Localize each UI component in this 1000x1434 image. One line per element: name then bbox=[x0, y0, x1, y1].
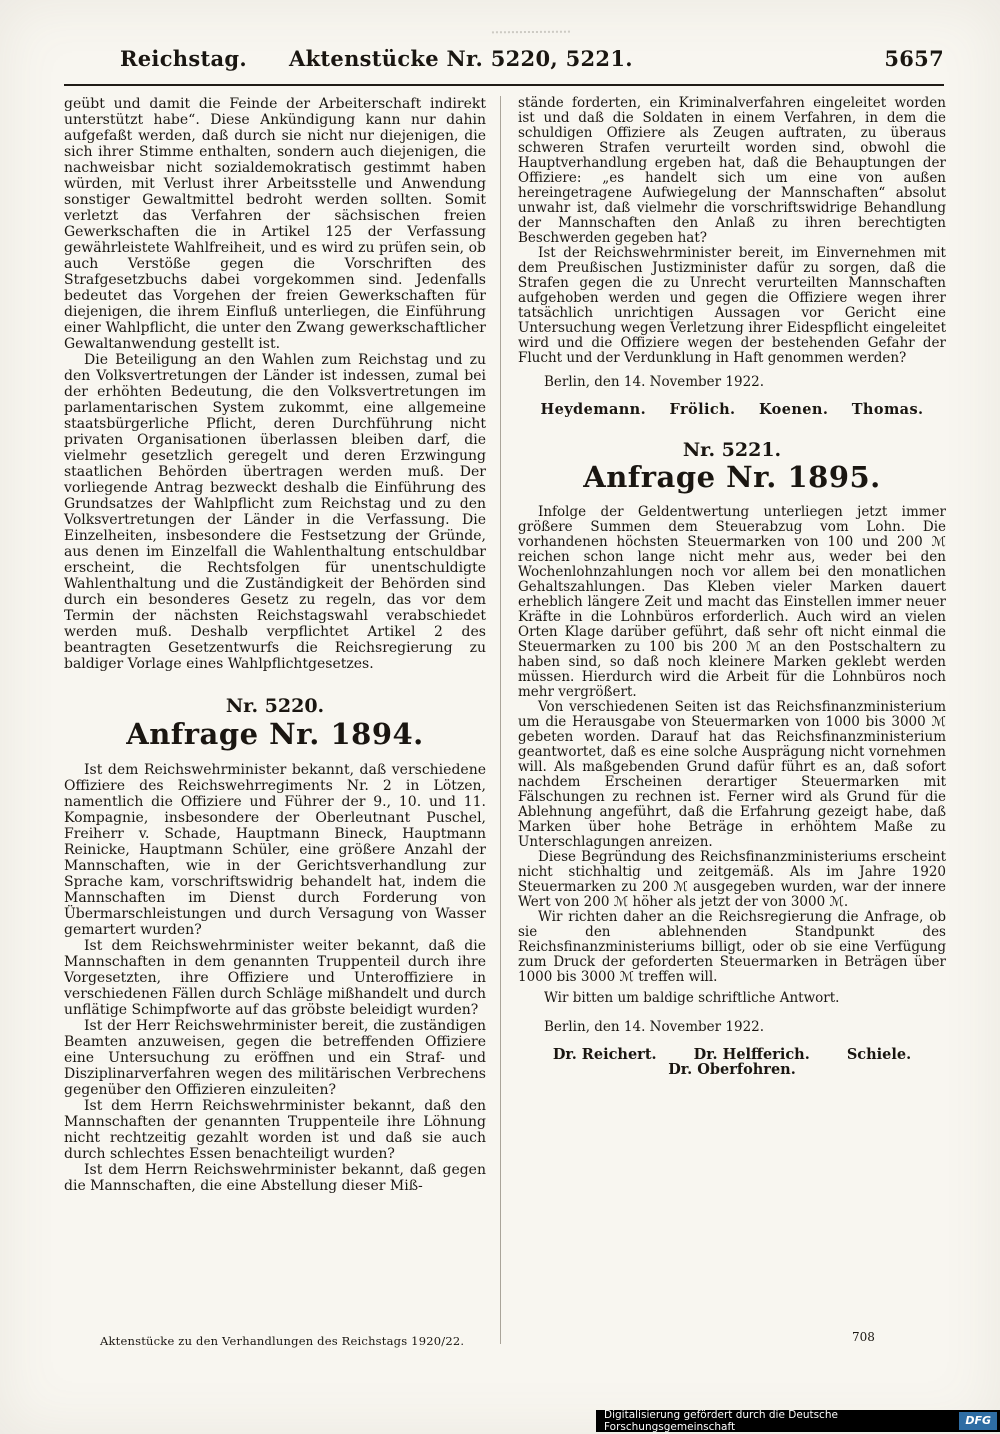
signature-name: Dr. Oberfohren. bbox=[668, 1060, 796, 1078]
paragraph: geübt und damit die Feinde der Arbeiterschaft indirekt unterstützt habe“. Diese Ankündigung kann nur dahin aufgefaßt werden, daß durch sie nicht nur diejenigen, die sich ihrer Stimme enthalten, sondern auch diejenigen, die nachweisbar nicht sozialdemokratisch gestimmt haben würden, mit Verlust ihrer Arbeitsstelle und Anwendung sonstiger Gewaltmittel bedroht werden sollten. Somit verletzt das Verfahren der sächsischen freien Gewerkschaften die in Artikel 125 der Verfassung gewährleistete Wahlfreiheit, und es wird zu prüfen sein, ob auch Verstöße gegen die Vorschriften des Strafgesetzbuchs dabei vorgekommen sind. Jedenfalls bedeutet das Vorgehen der freien Gewerkschaften für diejenigen, die ihrem Einfluß unterliegen, die Einführung einer Wahlpflicht, die unter den Zwang gewerkschaftlicher Gewaltanwendung gestellt ist. bbox=[64, 96, 486, 352]
paragraph: stände forderten, ein Kriminalverfahren eingeleitet worden ist und daß die Soldaten in einem Verfahren, in dem die schuldigen Offiziere als Zeugen auftraten, zu überaus schweren Strafen verurteilt worden sind, obwohl die Hauptverhandlung ergeben hat, daß die Behauptungen der Offiziere: „es handelt sich um eine von außen hereingetragene Aufwiegelung der Mannschaften“ absolut unwahr ist, daß vielmehr die vorschriftswidrige Behandlung der Mannschaften den Anlaß zu ihren berechtigten Beschwerden gegeben hat? bbox=[518, 95, 946, 246]
dateline: Berlin, den 14. November 1922. bbox=[544, 374, 765, 390]
left-column bbox=[64, 96, 486, 1194]
paragraph: Ist dem Reichswehrminister bekannt, daß verschiedene Offiziere des Reichswehrregiments Nr. 2 in Lötzen, namentlich die Offiziere und Führer der 9., 10. und 11. Kompagnie, insbesondere der Oberleutnant Puschel, Freiherr v. Schade, Hauptmann Bineck, Hauptmann Reinicke, Hauptmann Schüler, eine größere Anzahl der Mannschaften, wie in der Gerichtsverhandlung zur Sprache kam, vorschriftswidrig behandelt hat, indem die Mannschaften im Dienst durch Forderung von Übermarschleistungen und durch Versagung von Wasser gemartert wurden? bbox=[64, 762, 486, 938]
paragraph: Ist dem Herrn Reichswehrminister bekannt, daß den Mannschaften der genannten Truppenteile ihre Löhnung nicht rechtzeitig gezahlt worden ist und daß sie auch durch schlechtes Essen benachteiligt wurden? bbox=[64, 1098, 486, 1162]
paragraph: Ist dem Reichswehrminister weiter bekannt, daß die Mannschaften in dem genannten Truppenteil durch ihre Vorgesetzten, ihre Offiziere und Unteroffiziere in verschiedenen Fällen durch Schläge mißhandelt und durch unflätige Schimpfworte auf das gröbste beleidigt wurden? bbox=[64, 938, 486, 1018]
paragraph: Ist der Reichswehrminister bereit, im Einvernehmen mit dem Preußischen Justizminister dafür zu sorgen, daß die Strafen gegen die zu Unrecht verurteilten Mannschaften aufgehoben werden und gegen die Offiziere wegen ihrer tatsächlich unrichtigen Aussagen vor Gericht eine Untersuchung wegen Verletzung ihrer Eidespflicht eingeleitet wird und die Offiziere wegen der bestehenden Gefahr der Flucht und der Verdunklung in Haft genommen werden? bbox=[518, 245, 946, 366]
column-divider bbox=[500, 96, 501, 1344]
scan-smudge bbox=[492, 31, 570, 42]
section-heading-5221 bbox=[518, 439, 946, 494]
signatures-5220: Heydemann. Frölich. Koenen. Thomas. bbox=[540, 401, 924, 418]
signature-name: Schiele. bbox=[846, 1045, 912, 1063]
page-header bbox=[64, 46, 944, 71]
signature-name: Dr. Helfferich. bbox=[693, 1045, 810, 1063]
signatures-5221 bbox=[518, 1047, 946, 1062]
volume-footnote: Aktenstücke zu den Verhandlungen des Reichstags 1920/22. bbox=[100, 1334, 465, 1348]
paragraph: Wir richten daher an die Reichsregierung die Anfrage, ob sie den ablehnenden Standpunkt des Reichsfinanzministeriums billigt, oder ob sie eine Verfügung zum Druck der geforderten Steuermarken in Beträgen über 1000 bis 3000 ℳ treffen will. bbox=[518, 909, 946, 985]
print-mark: 708 bbox=[852, 1330, 875, 1344]
section-heading-5220 bbox=[64, 695, 486, 751]
paragraph: Infolge der Geldentwertung unterliegen jetzt immer größere Summen dem Steuerabzug vom Lohn. Die vorhandenen höchsten Steuermarken von 100 und 200 ℳ reichen schon lange nicht mehr aus, weder bei den Wochenlohnzahlungen noch vor allem bei den monatlichen Gehaltszahlungen. Das Kleben vieler Marken dauert erheblich längere Zeit und macht das Einstellen immer neuer Kräfte in die Lohnbüros erforderlich. Auch wird an vielen Orten Klage darüber geführt, daß sehr oft nicht einmal die Steuermarken zu 100 bis 200 ℳ an den Postschaltern zu haben sind, so daß noch kleinere Marken geklebt werden müssen. Hierdurch wird die Arbeit für die Lohnbüros noch mehr vergrößert. bbox=[518, 504, 946, 700]
digitization-credit-bar bbox=[596, 1410, 1000, 1432]
section-number: Nr. 5221. bbox=[682, 439, 782, 461]
section-title: Anfrage Nr. 1895. bbox=[583, 460, 881, 494]
journal-title: Reichstag. bbox=[120, 46, 247, 71]
dateline: Berlin, den 14. November 1922. bbox=[544, 1018, 765, 1035]
right-column bbox=[518, 96, 946, 1077]
paragraph: Ist der Herr Reichswehrminister bereit, die zuständigen Beamten anzuweisen, gegen die betreffenden Offiziere eine Untersuchung zu eröffnen und ein Straf- und Disziplinarverfahren wegen des militärischen Verbrechens gegenüber den Offizieren einzuleiten? bbox=[64, 1018, 486, 1098]
paragraph: Diese Begründung des Reichsfinanzministeriums erscheint nicht stichhaltig und zeitgemäß. Als im Jahre 1920 Steuermarken zu 200 ℳ ausgegeben wurden, war der innere Wert von 200 ℳ höher als jetzt der von 3000 ℳ. bbox=[518, 849, 946, 910]
paragraph: Von verschiedenen Seiten ist das Reichsfinanzministerium um die Herausgabe von Steuermarken von 1000 bis 3000 ℳ gebeten worden. Darauf hat das Reichsfinanzministerium geantwortet, daß es eine solche Ausprägung nicht vornehmen will. Als maßgebenden Grund dafür führt es an, daß sofort nachdem Erscheinen derartiger Steuermarken mit Fälschungen zu rechnen ist. Ferner wird als Grund für die Ablehnung angeführt, daß die Erfahrung gezeigt habe, daß Marken über hohe Beträge in erhöhtem Maße zu Unterschlagungen anreizen. bbox=[518, 699, 946, 850]
credit-text: Digitalisierung gefördert durch die Deutsche Forschungsgemeinschaft bbox=[604, 1409, 838, 1433]
header-rule bbox=[64, 84, 944, 86]
issue-title: Aktenstücke Nr. 5220, 5221. bbox=[288, 46, 633, 71]
paragraph: Die Beteiligung an den Wahlen zum Reichstag und zu den Volksvertretungen der Länder ist indessen, zumal bei der erhöhten Bedeutung, die den Volksvertretungen im parlamentarischen System zukommt, eine allgemeine staatsbürgerliche Pflicht, deren Durchführung nicht privaten Organisationen überlassen bleiben darf, die vielmehr gesetzlich geregelt und deren Erzwingung staatlichen Behörden übertragen werden muß. Der vorliegende Antrag bezweckt deshalb die Einführung des Grundsatzes der Wahlpflicht zum Reichstag und zu den Volksvertretungen der Länder in die Verfassung. Die Einzelheiten, insbesondere die Festsetzung der Gründe, aus denen im Einzelfall die Wahlenthaltung entschuldbar erscheint, die Rechtsfolgen für unentschuldigte Wahlenthaltung und die Zuständigkeit der Behörden sind durch ein besonderes Gesetz zu regeln, das vor dem Termin der nächsten Reichstagswahl verabschiedet werden muß. Deshalb verpflichtet Artikel 2 des beantragten Gesetzentwurfs die Reichsregierung zu baldiger Vorlage eines Wahlpflichtgesetzes. bbox=[64, 352, 486, 672]
paragraph: Ist dem Herrn Reichswehrminister bekannt, daß gegen die Mannschaften, die eine Abstellung dieser Miß- bbox=[64, 1162, 486, 1194]
section-number: Nr. 5220. bbox=[225, 695, 325, 717]
dfg-logo: DFG bbox=[959, 1412, 997, 1430]
closing-line: Wir bitten um baldige schriftliche Antwort. bbox=[544, 990, 840, 1006]
signature-name: Dr. Reichert. bbox=[552, 1045, 657, 1063]
page-number: 5657 bbox=[884, 46, 944, 71]
section-title: Anfrage Nr. 1894. bbox=[126, 717, 424, 751]
